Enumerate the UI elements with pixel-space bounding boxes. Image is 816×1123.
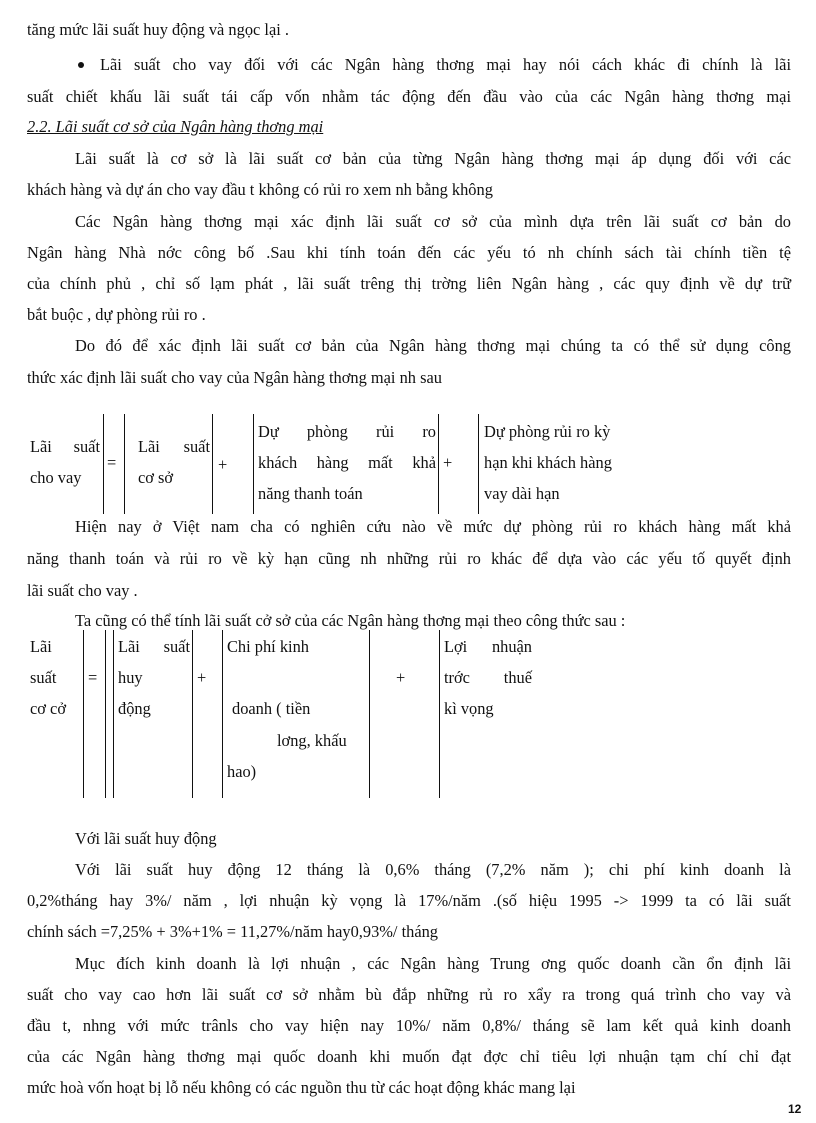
- paragraph-line: mức hoà vốn hoạt bị lỗ nếu không có các nguồn thu từ các hoạt động khác mang lại: [27, 1078, 576, 1097]
- paragraph-line: Với lãi suất huy động: [75, 829, 217, 848]
- formula-term-line: huy: [118, 668, 143, 687]
- paragraph-line: đầu t, nhng với mức trânls cho vay hiện nay 10%/ năm 0,8%/ tháng sẽ lam kết quả kinh doanh: [27, 1016, 791, 1035]
- formula-plus: +: [197, 668, 207, 687]
- formula-lhs-line: suất: [30, 668, 57, 687]
- formula-term-line: Lãi suất: [118, 637, 190, 656]
- formula-divider: [439, 630, 440, 798]
- paragraph-line: Hiện nay ở Việt nam cha có nghiên cứu nào về mức dự phòng rủi ro khách hàng mất khả: [75, 517, 791, 536]
- formula-divider: [478, 414, 479, 514]
- formula-divider: [113, 630, 114, 798]
- formula-term-line: Chi phí kinh: [227, 637, 309, 656]
- paragraph-line: thức xác định lãi suất cho vay của Ngân hàng thơng mại nh sau: [27, 368, 442, 387]
- formula-divider: [212, 414, 213, 514]
- formula-divider: [83, 630, 84, 798]
- formula-plus: +: [396, 668, 406, 687]
- formula-equals: =: [88, 668, 98, 687]
- paragraph-line: Ngân hàng Nhà nớc công bố .Sau khi tính toán đến các yếu tó nh chính sách tài chính tiền tệ: [27, 243, 791, 262]
- formula-lhs-line: cho vay: [30, 468, 82, 487]
- section-heading: 2.2. Lãi suất cơ sở của Ngân hàng thơng mại: [27, 117, 324, 136]
- formula-plus: +: [218, 455, 228, 474]
- paragraph-line: suất chiết khấu lãi suất tái cấp vốn nhằm tác động đến đầu vào của các Ngân hàng thơng mại: [27, 87, 791, 106]
- formula-term-line: động: [118, 699, 151, 718]
- formula-term-line: khách hàng mất khả: [258, 453, 436, 472]
- formula-divider: [103, 414, 104, 514]
- paragraph-line: lãi suất cho vay .: [27, 581, 138, 600]
- paragraph-line: bắt buộc , dự phòng rủi ro .: [27, 305, 206, 324]
- formula-term-line: Lợi nhuận: [444, 637, 532, 656]
- formula-term-line: hạn khi khách hàng: [484, 453, 612, 472]
- paragraph-line: tăng mức lãi suất huy động và ngọc lại .: [27, 20, 289, 39]
- paragraph-line: Lãi suất cho vay đối với các Ngân hàng thơng mại hay nói cách khác đi chính là lãi: [100, 55, 791, 74]
- paragraph-line: Do đó để xác định lãi suất cơ bản của Ngân hàng thơng mại chúng ta có thể sử dụng công: [75, 336, 791, 355]
- page-number: 12: [788, 1102, 802, 1116]
- formula-divider: [369, 630, 370, 798]
- formula-term-line: vay dài hạn: [484, 484, 560, 503]
- formula-equals: =: [107, 453, 117, 472]
- formula-term-line: cơ sở: [138, 468, 174, 487]
- paragraph-line: chính sách =7,25% + 3%+1% = 11,27%/năm hay0,93%/ tháng: [27, 922, 438, 941]
- formula-divider: [253, 414, 254, 514]
- formula-term-line: Dự phòng rủi ro: [258, 422, 436, 441]
- formula-plus: +: [443, 453, 453, 472]
- formula-term-line: lơng, khấu: [277, 731, 347, 750]
- paragraph-line: của chính phủ , chỉ số lạm phát , lãi suất trêng thị trờng liên Ngân hàng , các quy định về dự trữ: [27, 274, 791, 293]
- bullet-icon: [78, 62, 84, 68]
- formula-term-line: doanh ( tiền: [232, 699, 311, 718]
- paragraph-line: Mục đích kinh doanh là lợi nhuận , các Ngân hàng Trung ơng quốc doanh cần ổn định lãi: [75, 954, 791, 973]
- formula-term-line: năng thanh toán: [258, 484, 363, 503]
- formula-divider: [105, 630, 106, 798]
- formula-lhs-line: Lãi: [30, 637, 52, 656]
- formula-term-line: hao): [227, 762, 257, 781]
- paragraph-line: Ta cũng có thể tính lãi suất cở sở của các Ngân hàng thơng mại theo công thức sau :: [75, 611, 626, 630]
- paragraph-line: Lãi suất là cơ sở là lãi suất cơ bản của từng Ngân hàng thơng mại áp dụng đối với các: [75, 149, 791, 168]
- formula-divider: [192, 630, 193, 798]
- formula-term-line: Dự phòng rủi ro kỳ: [484, 422, 611, 441]
- formula-term-line: trớc thuế: [444, 668, 532, 687]
- paragraph-line: suất cho vay cao hơn lãi suất cơ sở nhằm bù đắp những rủ ro xẩy ra trong quá trình cho vay và: [27, 985, 791, 1004]
- paragraph-line: khách hàng và dự án cho vay đầu t không có rủi ro xem nh bằng không: [27, 180, 493, 199]
- formula-term-line: kì vọng: [444, 699, 494, 718]
- paragraph-line: Các Ngân hàng thơng mại xác định lãi suất cơ sở của mình dựa trên lãi suất cơ bản do: [75, 212, 791, 231]
- formula-lhs-line: Lãi suất: [30, 437, 100, 456]
- formula-lhs-line: cơ cở: [30, 699, 66, 718]
- formula-term-line: Lãi suất: [138, 437, 210, 456]
- formula-divider: [438, 414, 439, 514]
- formula-divider: [222, 630, 223, 798]
- paragraph-line: của các Ngân hàng thơng mại quốc doanh khi muốn đạt đợc chỉ tiêu lợi nhuận tạm chí chỉ đạt: [27, 1047, 791, 1066]
- paragraph-line: 0,2%tháng hay 3%/ năm , lợi nhuận kỳ vọng là 17%/năm .(số hiệu 1995 -> 1999 ta có lãi suất: [27, 891, 791, 910]
- paragraph-line: Với lãi suất huy động 12 tháng là 0,6% tháng (7,2% năm ); chi phí kinh doanh là: [75, 860, 791, 879]
- paragraph-line: năng thanh toán và rủi ro về kỳ hạn cũng nh những rủi ro khác để dựa vào các yếu tố quyết định: [27, 549, 791, 568]
- formula-divider: [124, 414, 125, 514]
